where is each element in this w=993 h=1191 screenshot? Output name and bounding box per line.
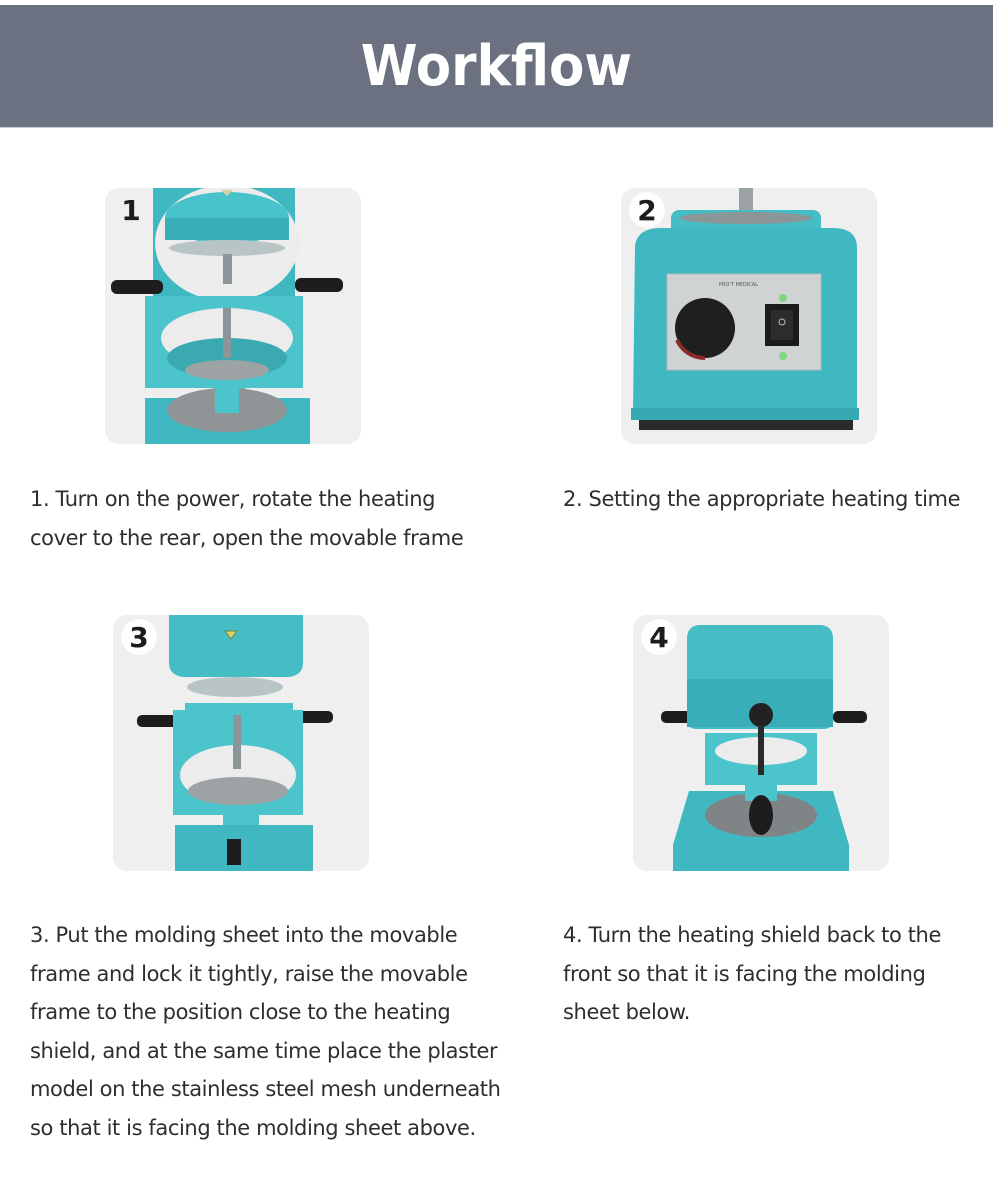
step-2-description	[563, 480, 960, 519]
text-line: frame and lock it tightly, raise the movable	[30, 961, 468, 986]
text-line: 4. Turn the heating shield back to the	[563, 923, 941, 947]
text-line: model on the stainless steel mesh underneath	[30, 1077, 501, 1101]
text-line: sheet below.	[563, 1000, 691, 1024]
svg-text:PRO'T MEDICAL: PRO'T MEDICAL	[719, 282, 758, 288]
text-line: 3. Put the molding sheet into the movable	[30, 923, 458, 947]
header-banner	[0, 5, 993, 127]
vacuum-former-open-frame-image	[105, 188, 361, 444]
step-number-badge: 4	[641, 619, 677, 655]
text-line: frame to the position close to the heating	[30, 1000, 451, 1024]
page-title: Workflow	[360, 33, 633, 99]
text-line: 2. Setting the appropriate heating time	[563, 487, 961, 511]
text-line: cover to the rear, open the movable frame	[30, 525, 464, 550]
step-1-description	[30, 480, 463, 557]
step-3-photo	[113, 615, 369, 871]
text-line: so that it is facing the molding sheet above.	[30, 1115, 476, 1140]
step-4-description	[563, 916, 941, 1032]
step-1-photo	[105, 188, 361, 444]
vacuum-former-frame-raised-image	[113, 615, 369, 871]
control-panel-image	[621, 188, 877, 444]
step-number-badge: 1	[121, 193, 141, 227]
step-3-description	[30, 916, 501, 1147]
step-2-photo	[621, 188, 877, 444]
text-line: 1. Turn on the power, rotate the heating	[30, 487, 436, 511]
step-4-photo	[633, 615, 889, 871]
text-line: front so that it is facing the molding	[563, 961, 926, 986]
vacuum-former-shield-front-image	[633, 615, 889, 871]
step-number-badge: 2	[629, 192, 665, 228]
text-line: shield, and at the same time place the plaster	[30, 1038, 498, 1063]
step-number-badge: 3	[121, 619, 157, 655]
